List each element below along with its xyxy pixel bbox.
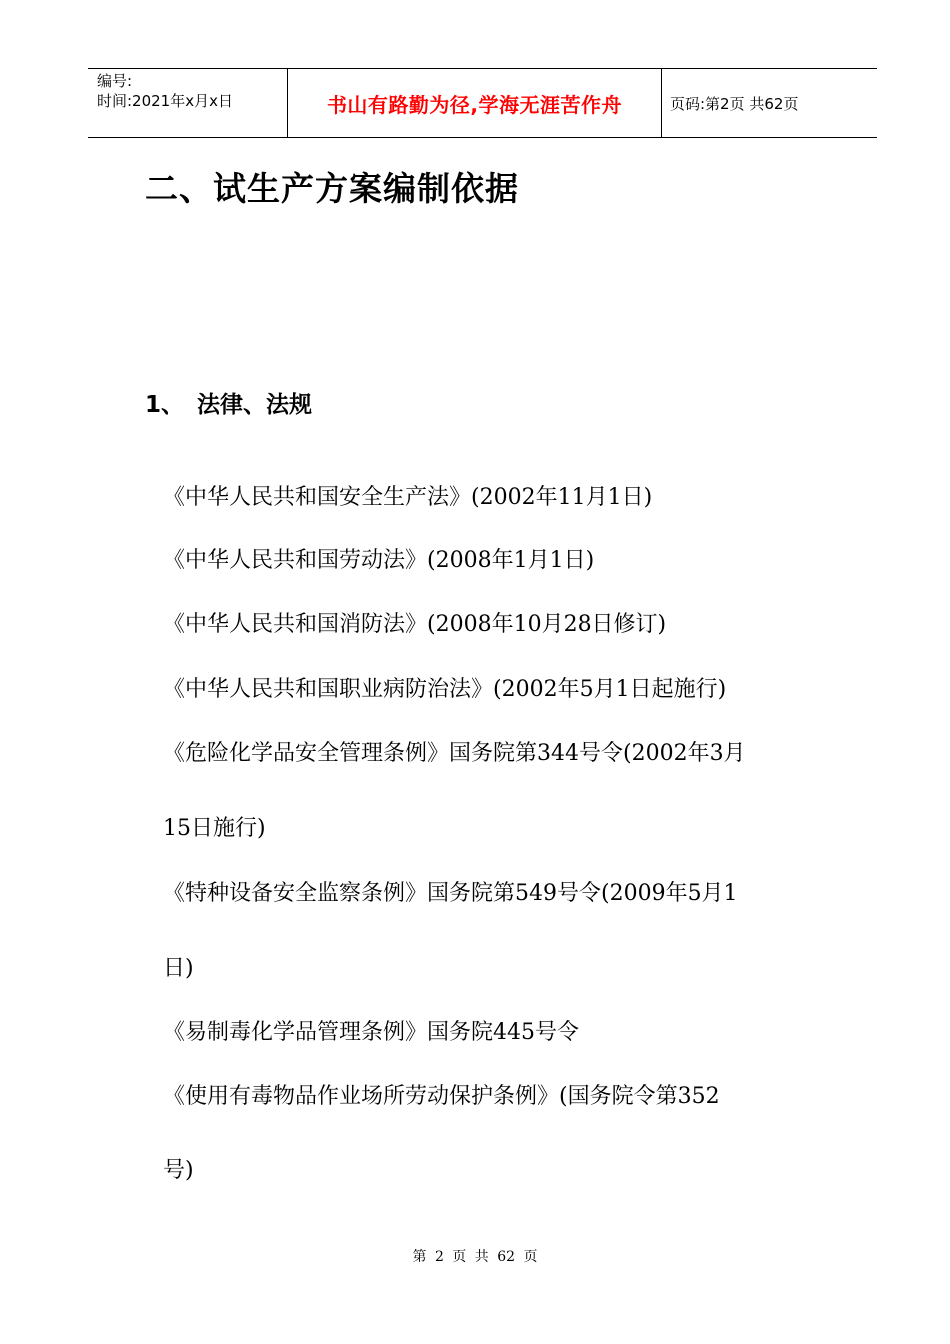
law-line: 《特种设备安全监察条例》国务院第549号令(2009年5月1	[163, 881, 738, 906]
law-line: 《中华人民共和国劳动法》(2008年1月1日)	[163, 548, 595, 573]
law-line-continuation: 号)	[163, 1158, 194, 1183]
section-label: 法律、法规	[197, 392, 312, 418]
section-number: 1、	[145, 392, 185, 418]
page-header	[88, 68, 877, 138]
law-line: 《中华人民共和国消防法》(2008年10月28日修订)	[163, 612, 667, 637]
section-heading	[145, 386, 312, 419]
header-meta	[88, 69, 288, 137]
header-motto-cell	[288, 69, 662, 137]
law-line: 《危险化学品安全管理条例》国务院第344号令(2002年3月	[163, 741, 746, 766]
law-line-continuation: 15日施行)	[163, 816, 266, 841]
law-line: 《中华人民共和国职业病防治法》(2002年5月1日起施行)	[163, 677, 727, 702]
header-motto: 书山有路勤为径,学海无涯苦作舟	[326, 92, 623, 117]
page-footer: 第 2 页 共 62 页	[412, 1249, 538, 1265]
law-line: 《易制毒化学品管理条例》国务院445号令	[163, 1020, 579, 1045]
document-time-label: 时间:2021年x月x日	[97, 92, 233, 110]
header-page-label: 页码:第2页 共62页	[670, 94, 799, 113]
header-page-cell	[662, 69, 877, 137]
page-title: 二、试生产方案编制依据	[145, 169, 519, 208]
document-number-label: 编号:	[97, 72, 133, 90]
law-line: 《使用有毒物品作业场所劳动保护条例》(国务院令第352	[163, 1084, 720, 1109]
law-line-continuation: 日)	[163, 956, 194, 981]
law-line: 《中华人民共和国安全生产法》(2002年11月1日)	[163, 485, 653, 510]
